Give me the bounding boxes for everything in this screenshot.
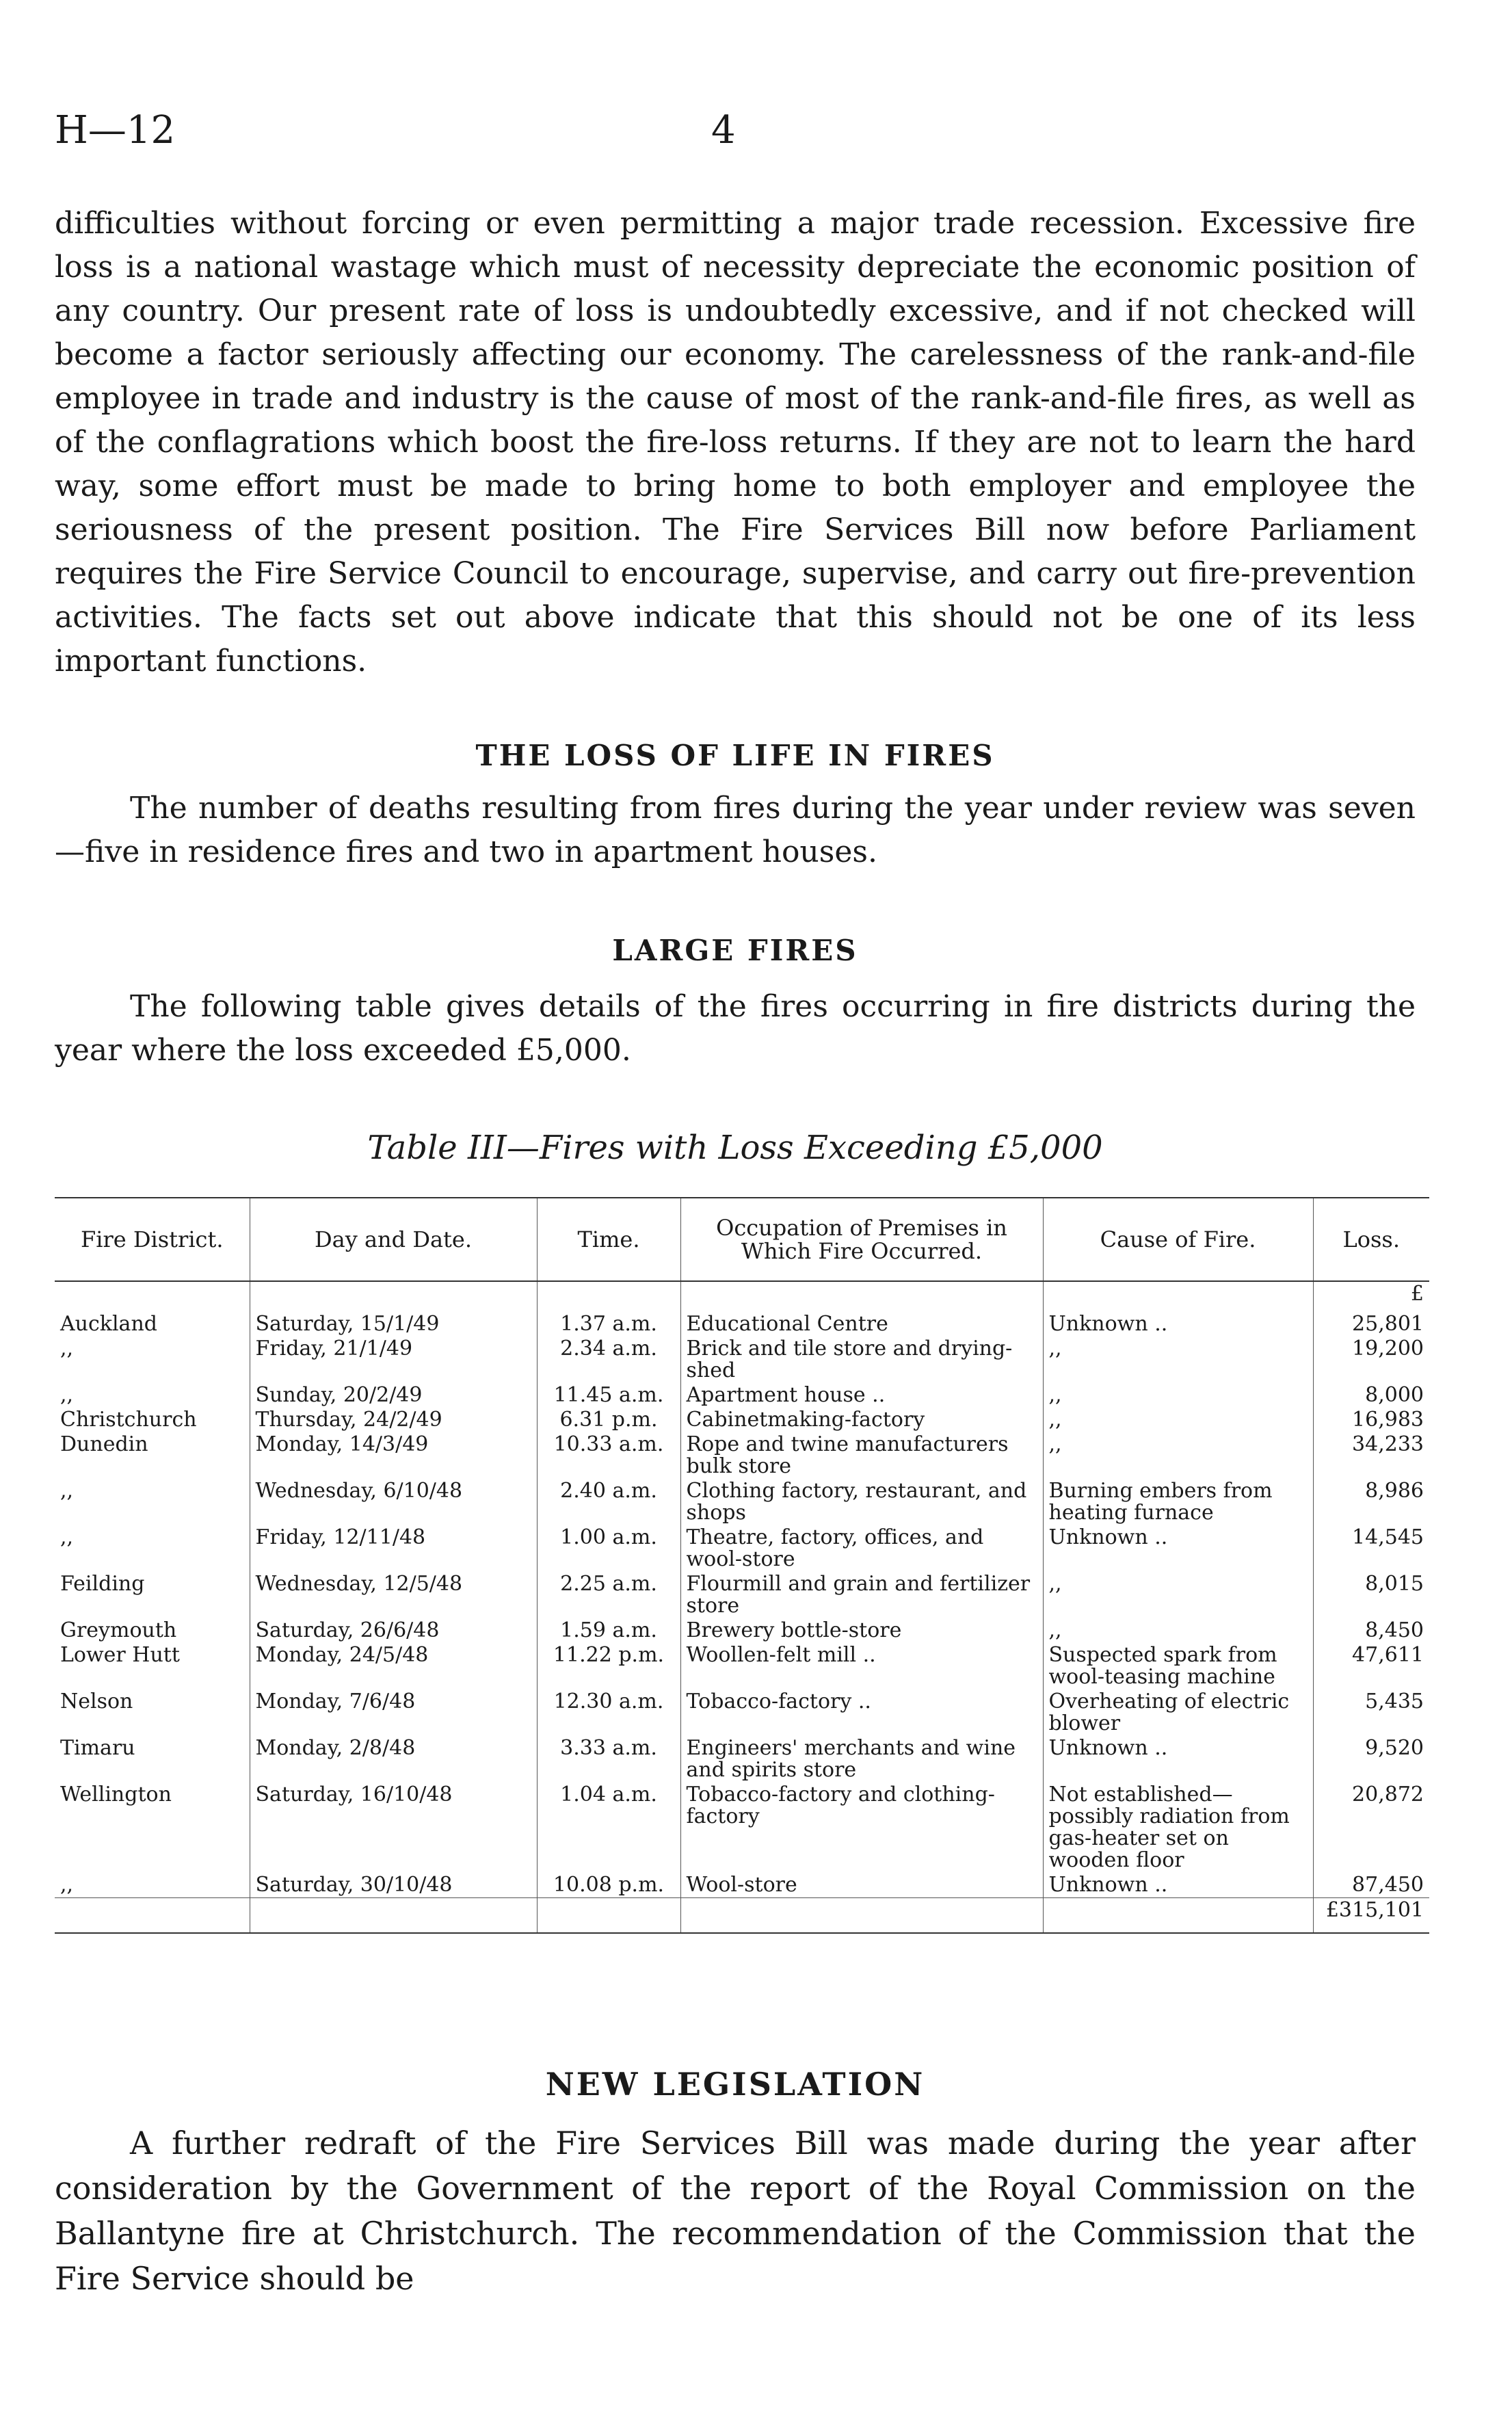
cell-date: Thursday, 24/2/49 — [250, 1408, 537, 1432]
cell-loss: 25,801 — [1313, 1312, 1429, 1337]
cell-district: Feilding — [60, 1572, 145, 1596]
cell-date: Monday, 2/8/48 — [250, 1736, 537, 1783]
currency-unit-row — [55, 1281, 1429, 1312]
loss-of-life-heading: THE LOSS OF LIFE IN FIRES — [475, 739, 995, 772]
cell-time: 6.31 p.m. — [537, 1408, 680, 1432]
cell-cause: Suspected spark from wool-teasing machine — [1043, 1643, 1313, 1690]
cell-loss: 5,435 — [1313, 1690, 1429, 1736]
header-time: Time. — [537, 1198, 680, 1281]
cell-loss: 87,450 — [1313, 1873, 1429, 1898]
cell-date: Monday, 14/3/49 — [250, 1432, 537, 1479]
cell-date: Saturday, 26/6/48 — [250, 1618, 537, 1643]
table-row — [55, 1432, 1429, 1479]
cell-occupation: Clothing factory, restaurant, and shops — [680, 1479, 1043, 1525]
table-row — [55, 1312, 1429, 1337]
cell-loss: 34,233 — [1313, 1432, 1429, 1479]
cell-date: Monday, 7/6/48 — [250, 1690, 537, 1736]
cell-date: Monday, 24/5/48 — [250, 1643, 537, 1690]
cell-loss: 14,545 — [1313, 1525, 1429, 1572]
cell-time: 2.25 a.m. — [537, 1572, 680, 1618]
cell-loss: 8,015 — [1313, 1572, 1429, 1618]
table-row — [55, 1337, 1429, 1383]
cell-cause: Not established—possibly radiation from gas-heater set on wooden floor — [1043, 1783, 1313, 1873]
cell-loss: 9,520 — [1313, 1736, 1429, 1783]
cell-time: 1.59 a.m. — [537, 1618, 680, 1643]
table-row — [55, 1525, 1429, 1572]
cell-time: 1.04 a.m. — [537, 1783, 680, 1873]
cell-cause: ,, — [1043, 1383, 1313, 1408]
cell-occupation: Wool-store — [680, 1873, 1043, 1898]
cell-occupation: Cabinetmaking-factory — [680, 1408, 1043, 1432]
page-number: 4 — [711, 108, 736, 153]
cell-district: Lower Hutt — [60, 1643, 180, 1667]
cell-date: Friday, 12/11/48 — [250, 1525, 537, 1572]
cell-occupation: Brick and tile store and drying-shed — [680, 1337, 1043, 1383]
large-fires-text: The following table gives details of the fires occurring in fire districts during the year where the loss exceeded £5,000. — [55, 989, 1416, 1068]
cell-occupation: Brewery bottle-store — [680, 1618, 1043, 1643]
cell-date: Saturday, 16/10/48 — [250, 1783, 537, 1873]
header-day-and-date: Day and Date. — [250, 1198, 537, 1281]
cell-time: 3.33 a.m. — [537, 1736, 680, 1783]
cell-cause: ,, — [1043, 1618, 1313, 1643]
currency-unit: £ — [1313, 1281, 1429, 1312]
cell-time: 10.33 a.m. — [537, 1432, 680, 1479]
cell-time: 11.22 p.m. — [537, 1643, 680, 1690]
cell-date: Saturday, 30/10/48 — [250, 1873, 537, 1898]
cell-loss: 8,450 — [1313, 1618, 1429, 1643]
cell-time: 10.08 p.m. — [537, 1873, 680, 1898]
table-row — [55, 1479, 1429, 1525]
cell-loss: 16,983 — [1313, 1408, 1429, 1432]
page-header — [55, 108, 1422, 163]
cell-occupation: Educational Centre — [680, 1312, 1043, 1337]
cell-loss: 8,000 — [1313, 1383, 1429, 1408]
cell-district: ,, — [60, 1479, 74, 1503]
cell-district: ,, — [60, 1873, 74, 1897]
cell-cause: ,, — [1043, 1432, 1313, 1479]
cell-cause: Unknown .. — [1043, 1873, 1313, 1898]
cell-occupation: Theatre, factory, offices, and wool-store — [680, 1525, 1043, 1572]
cell-date: Wednesday, 12/5/48 — [250, 1572, 537, 1618]
table-row — [55, 1572, 1429, 1618]
table-body — [55, 1281, 1429, 1898]
table-row — [55, 1736, 1429, 1783]
new-legislation-heading: NEW LEGISLATION — [545, 2066, 925, 2103]
cell-cause: ,, — [1043, 1337, 1313, 1383]
cell-loss: 19,200 — [1313, 1337, 1429, 1383]
cell-district: Wellington — [60, 1783, 172, 1806]
cell-occupation: Woollen-felt mill .. — [680, 1643, 1043, 1690]
cell-occupation: Engineers' merchants and wine and spirits store — [680, 1736, 1043, 1783]
cell-district: Dunedin — [60, 1432, 148, 1456]
header-occupation: Occupation of Premises in Which Fire Occurred. — [680, 1198, 1043, 1281]
table-header-row — [55, 1198, 1429, 1281]
cell-district: Nelson — [60, 1690, 133, 1713]
cell-time: 11.45 a.m. — [537, 1383, 680, 1408]
table-row — [55, 1383, 1429, 1408]
cell-district: Christchurch — [60, 1408, 197, 1432]
cell-district: ,, — [60, 1525, 74, 1549]
cell-district: ,, — [60, 1337, 74, 1361]
cell-loss: 47,611 — [1313, 1643, 1429, 1690]
header-fire-district: Fire District. — [55, 1198, 250, 1281]
cell-date: Sunday, 20/2/49 — [250, 1383, 537, 1408]
cell-cause: Overheating of electric blower — [1043, 1690, 1313, 1736]
table-row — [55, 1783, 1429, 1873]
cell-time: 1.00 a.m. — [537, 1525, 680, 1572]
cell-date: Saturday, 15/1/49 — [250, 1312, 537, 1337]
new-legislation-text: A further redraft of the Fire Services Bill was made during the year after consideration by the Government of the report of the Royal Commission on the Ballantyne fire at Christchurch. The recommendation of the Commission that the Fire Service should be — [55, 2125, 1416, 2297]
cell-date: Wednesday, 6/10/48 — [250, 1479, 537, 1525]
cell-time: 1.37 a.m. — [537, 1312, 680, 1337]
cell-cause: Unknown .. — [1043, 1312, 1313, 1337]
cell-occupation: Apartment house .. — [680, 1383, 1043, 1408]
cell-occupation: Tobacco-factory .. — [680, 1690, 1043, 1736]
fires-table — [55, 1197, 1429, 1934]
large-fires-heading: LARGE FIRES — [612, 934, 858, 967]
document-reference: H—12 — [55, 108, 176, 153]
header-cause: Cause of Fire. — [1043, 1198, 1313, 1281]
cell-loss: 8,986 — [1313, 1479, 1429, 1525]
table-row — [55, 1643, 1429, 1690]
cell-time: 12.30 a.m. — [537, 1690, 680, 1736]
table-title: Table III—Fires with Loss Exceeding £5,000 — [367, 1129, 1103, 1167]
loss-of-life-text: The number of deaths resulting from fires during the year under review was seven—five in residence fires and two in apartment houses. — [55, 791, 1416, 869]
table-row — [55, 1408, 1429, 1432]
cell-occupation: Flourmill and grain and fertilizer store — [680, 1572, 1043, 1618]
cell-cause: Unknown .. — [1043, 1736, 1313, 1783]
cell-date: Friday, 21/1/49 — [250, 1337, 537, 1383]
cell-time: 2.40 a.m. — [537, 1479, 680, 1525]
cell-cause: ,, — [1043, 1572, 1313, 1618]
total-row — [55, 1898, 1429, 1934]
cell-district: Timaru — [60, 1736, 135, 1760]
cell-district: ,, — [60, 1383, 74, 1407]
cell-district: Auckland — [60, 1312, 157, 1336]
table-row — [55, 1690, 1429, 1736]
intro-paragraph: difficulties without forcing or even permitting a major trade recession. Excessive fire loss is a national wastage which must of necessity depreciate the economic position of any country. Our present rate of loss is undoubtedly excessive, and if not checked will become a factor seriously affecting our economy. The carelessness of the rank-and-file employee in trade and industry is the cause of most of the rank-and-file fires, as well as of the conflagrations which boost the fire-loss returns. If they are not to learn the hard way, some effort must be made to bring home to both employer and employee the seriousness of the present position. The Fire Services Bill now before Parliament requires the Fire Service Council to encourage, supervise, and carry out fire-prevention activities. The facts set out above indicate that this should not be one of its less important functions. — [55, 206, 1416, 679]
table-row — [55, 1618, 1429, 1643]
cell-loss: 20,872 — [1313, 1783, 1429, 1873]
cell-cause: Burning embers from heating furnace — [1043, 1479, 1313, 1525]
cell-district: Greymouth — [60, 1618, 177, 1642]
cell-time: 2.34 a.m. — [537, 1337, 680, 1383]
total-loss: £315,101 — [1313, 1898, 1429, 1934]
cell-occupation: Rope and twine manufacturers bulk store — [680, 1432, 1043, 1479]
table-row — [55, 1873, 1429, 1898]
cell-cause: Unknown .. — [1043, 1525, 1313, 1572]
cell-cause: ,, — [1043, 1408, 1313, 1432]
header-loss: Loss. — [1313, 1198, 1429, 1281]
cell-occupation: Tobacco-factory and clothing-factory — [680, 1783, 1043, 1873]
